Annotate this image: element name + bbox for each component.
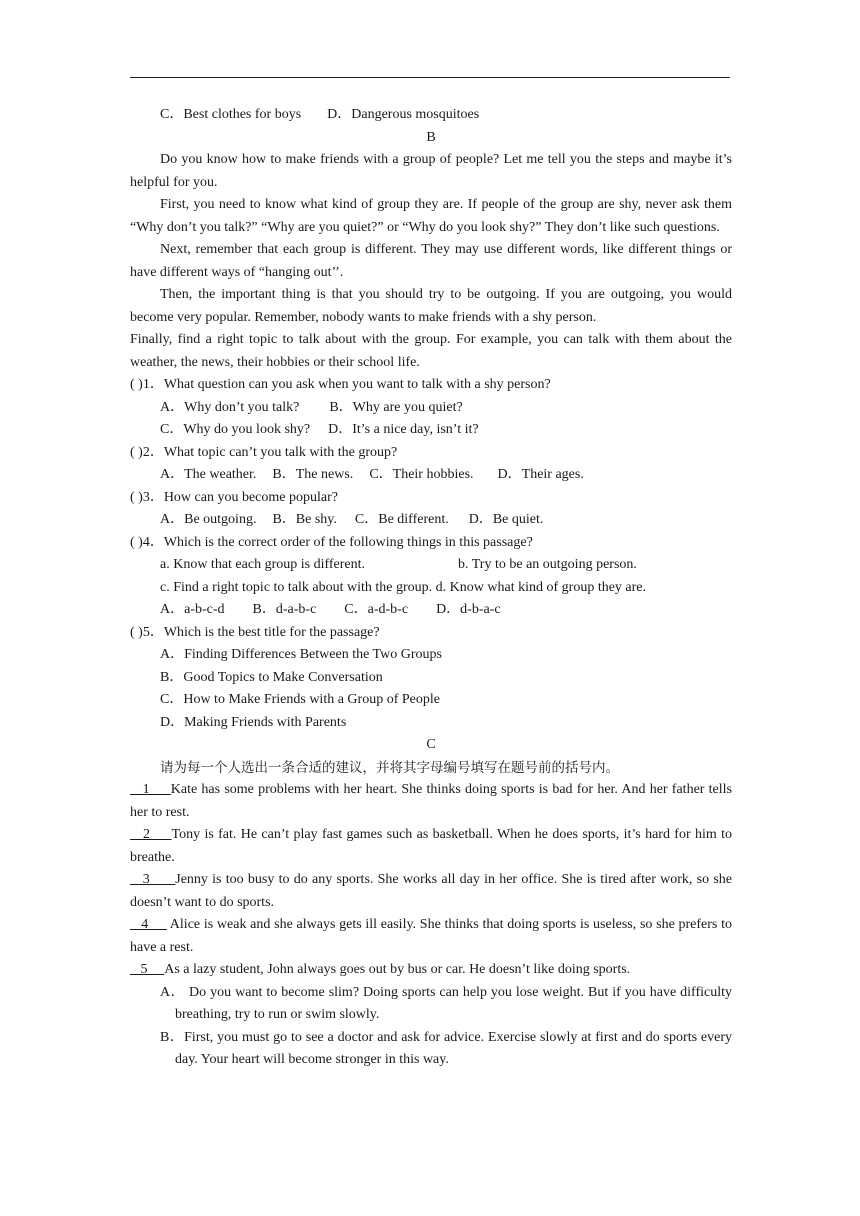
passage-paragraph: Next, remember that each group is different. They may use different words, like different things or have different ways of “hanging out’’. [130, 242, 732, 280]
matching-item [130, 914, 732, 959]
q5-option-c: C．How to Make Friends with a Group of People [160, 692, 440, 707]
q3-option-b: B．Be shy. [272, 512, 337, 527]
q3-option-d: D．Be quiet. [468, 512, 544, 527]
question-3-options [130, 509, 732, 532]
q1-option-a: A．Why don’t you talk? [160, 399, 300, 415]
question-4-stem: ( )4．Which is the correct order of the following things in this passage? [130, 534, 533, 550]
section-c-heading: C [426, 737, 436, 752]
worksheet-page [130, 104, 732, 1072]
q2-option-d: D．Their ages. [497, 467, 584, 482]
answer-blank[interactable]: 3 [130, 872, 176, 887]
answer-blank[interactable]: 4 [130, 917, 167, 932]
section-c-instruction: 请为每一个人选出一条合适的建议，并将其字母编号填写在题号前的括号内。 [160, 759, 619, 776]
question-1-stem: ( )1．What question can you ask when you want to talk with a shy person? [130, 377, 551, 392]
q2-option-c: C．Their hobbies. [369, 467, 474, 482]
q4-option-a: A．a-b-c-d [160, 602, 225, 617]
answer-blank[interactable]: 5 [130, 962, 165, 977]
matching-item-text: Kate has some problems with her heart. She thinks doing sports is bad for her. And her father tells her to rest. [130, 782, 732, 820]
question-2-stem: ( )2．What topic can’t you talk with the group? [130, 444, 398, 460]
matching-item [130, 869, 732, 914]
matching-item [130, 959, 732, 982]
q4-option-b: B．d-a-b-c [252, 602, 317, 617]
matching-item-text: Alice is weak and she always gets ill easily. She thinks that doing sports is useless, so she prefers to have a rest. [130, 917, 733, 955]
matching-item [130, 779, 732, 824]
question-4-items-cd: c. Find a right topic to talk about with the group. d. Know what kind of group they are. [160, 579, 647, 595]
passage-paragraph: First, you need to know what kind of group they are. If people of the group are shy, never ask them “Why don’t you talk?” “Why are you quiet?” or “Why do you look shy?” They don’t like such questions. [130, 197, 732, 235]
q5-option-a: A．Finding Differences Between the Two Groups [160, 647, 442, 662]
previous-question-options [130, 104, 732, 127]
q4-item-a: a. Know that each group is different. [160, 557, 366, 572]
q2-option-a: A．The weather. [160, 467, 257, 482]
passage-paragraph: Then, the important thing is that you should try to be outgoing. If you are outgoing, you would become very popular. Remember, nobody wants to make friends with a shy person. [130, 287, 732, 325]
q4-option-c: C．a-d-b-c [344, 602, 409, 617]
passage-paragraph: Do you know how to make friends with a group of people? Let me tell you the steps and maybe it’s helpful for you. [130, 152, 732, 190]
question-4-options [130, 599, 732, 622]
option-c: C．Best clothes for boys [160, 107, 302, 122]
question-5-stem: ( )5．Which is the best title for the passage? [130, 624, 380, 640]
question-1-options-row1 [130, 397, 732, 420]
q2-option-b: B．The news. [272, 467, 354, 482]
section-b-heading: B [426, 129, 436, 145]
header-rule [130, 77, 730, 78]
q1-option-c: C．Why do you look shy? [160, 422, 311, 437]
q4-item-b: b. Try to be an outgoing person. [458, 557, 637, 572]
question-2-options [130, 464, 732, 487]
q5-option-b: B．Good Topics to Make Conversation [160, 669, 383, 685]
question-1-options-row2 [130, 419, 732, 442]
advice-b: B．First, you must go to see a doctor and ask for advice. Exercise slowly at first and do sports every day. Your heart will become stronger in this way. [160, 1029, 732, 1067]
question-3-stem: ( )3．How can you become popular? [130, 489, 338, 505]
passage-paragraph-final: Finally, find a right topic to talk about with the group. For example, you can talk with them about the weather, the news, their hobbies or their school life. [130, 332, 732, 370]
q3-option-c: C．Be different. [354, 512, 449, 527]
q1-option-b: B．Why are you quiet? [329, 399, 463, 415]
matching-item-text: As a lazy student, John always goes out by bus or car. He doesn’t like doing sports. [164, 962, 631, 977]
q1-option-d: D．It’s a nice day, isn’t it? [328, 422, 479, 437]
matching-item [130, 824, 732, 869]
question-4-items-ab [130, 554, 732, 577]
q4-option-d: D．d-b-a-c [436, 602, 501, 617]
matching-item-text: Jenny is too busy to do any sports. She works all day in her office. She is tired after work, so she doesn’t want to do sports. [130, 872, 732, 910]
advice-a: A． Do you want to become slim? Doing sports can help you lose weight. But if you have difficulty breathing, try to run or swim slowly. [160, 984, 732, 1022]
q5-option-d: D．Making Friends with Parents [160, 714, 347, 730]
q3-option-a: A．Be outgoing. [160, 512, 257, 527]
answer-blank[interactable]: 1 [130, 782, 171, 797]
option-d: D．Dangerous mosquitoes [327, 107, 480, 122]
answer-blank[interactable]: 2 [130, 827, 172, 842]
matching-item-text: Tony is fat. He can’t play fast games such as basketball. When he does sports, it’s hard for him to breathe. [130, 827, 732, 865]
